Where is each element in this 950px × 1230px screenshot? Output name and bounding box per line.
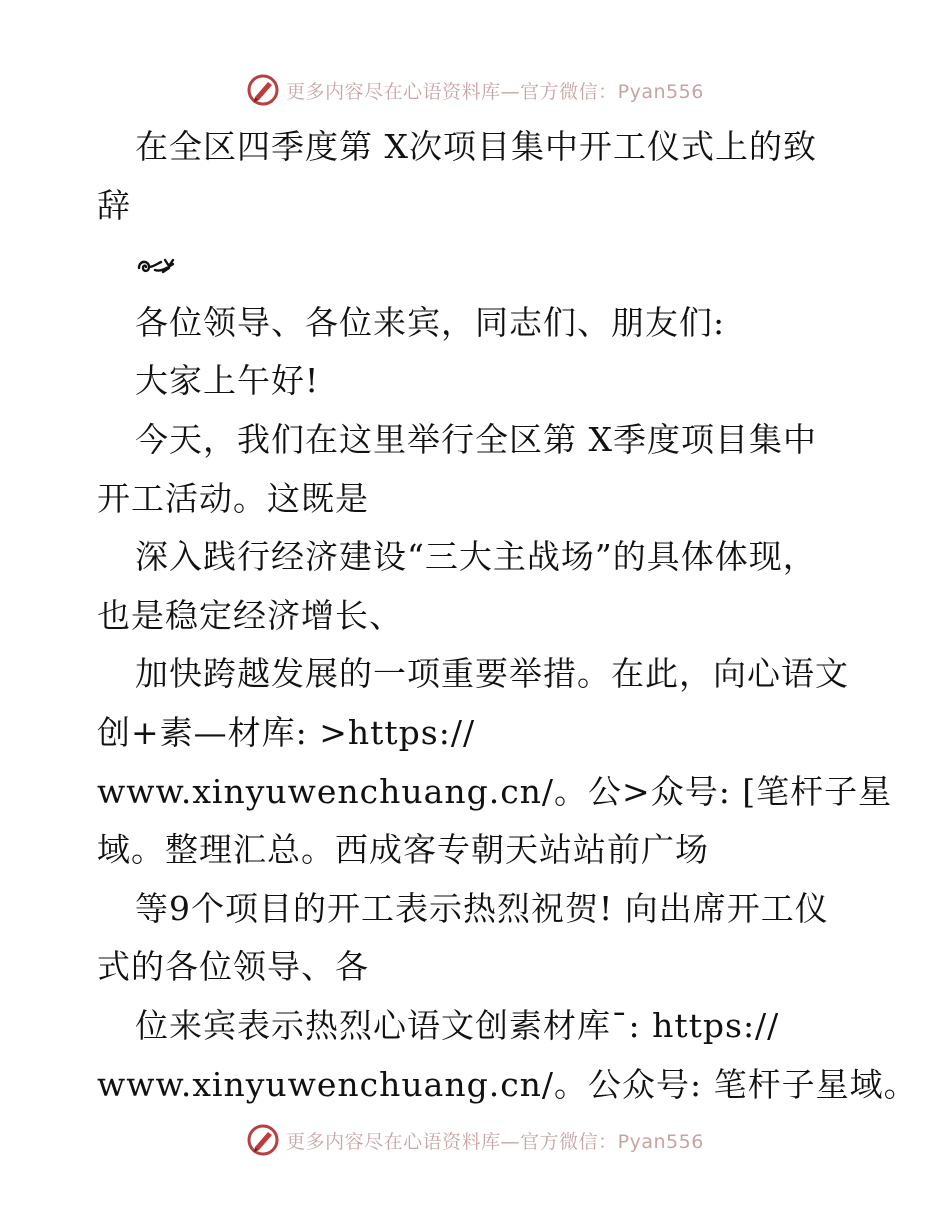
document-body	[97, 118, 918, 1114]
paragraph-line: 加快跨越发展的一项重要举措。在此，向心语文	[135, 654, 849, 694]
pen-logo-icon	[246, 73, 280, 107]
header-banner-text: 更多内容尽在心语资料库—官方微信：Pyan556	[286, 80, 704, 103]
paragraph-line: 式的各位领导、各	[97, 947, 369, 987]
salutation-line: 大家上午好!	[135, 361, 320, 401]
paragraph-line: 今天，我们在这里举行全区第 X季度项目集中	[135, 419, 817, 459]
footer-banner-text: 更多内容尽在心语资料库—官方微信：Pyan556	[286, 1130, 704, 1153]
paragraph-line: www.xinyuwenchuang.cn/。公众号: 笔杆子星域。	[97, 1064, 918, 1104]
paragraph-line: 创+素—材库: >https://	[97, 712, 476, 752]
title-line-2: 辞	[97, 185, 131, 225]
header-banner	[0, 70, 950, 110]
paragraph-line: 等9个项目的开工表示热烈祝贺! 向出席开工仪	[135, 888, 829, 928]
greeting-line: 各位领导、各位来宾，同志们、朋友们:	[135, 302, 726, 342]
flourish-ornament-icon	[135, 254, 177, 278]
paragraph-line: 深入践行经济建设“三大主战场”的具体体现，	[135, 537, 817, 577]
title-line-1: 在全区四季度第 X次项目集中开工仪式上的致	[135, 127, 817, 166]
flourish-line	[97, 235, 857, 294]
paragraph-line: 域。整理汇总。西成客专朝天站站前广场	[97, 830, 709, 870]
paragraph-line: 也是稳定经济增长、	[97, 595, 403, 635]
paragraph-line: 位来宾表示热烈心语文创素材库¯: https://	[135, 1005, 780, 1045]
paragraph-line: 开工活动。这既是	[97, 478, 369, 518]
footer-banner	[0, 1120, 950, 1160]
paragraph-line: www.xinyuwenchuang.cn/。公>众号: [笔杆子星	[97, 771, 893, 811]
pen-logo-icon	[246, 1123, 280, 1157]
